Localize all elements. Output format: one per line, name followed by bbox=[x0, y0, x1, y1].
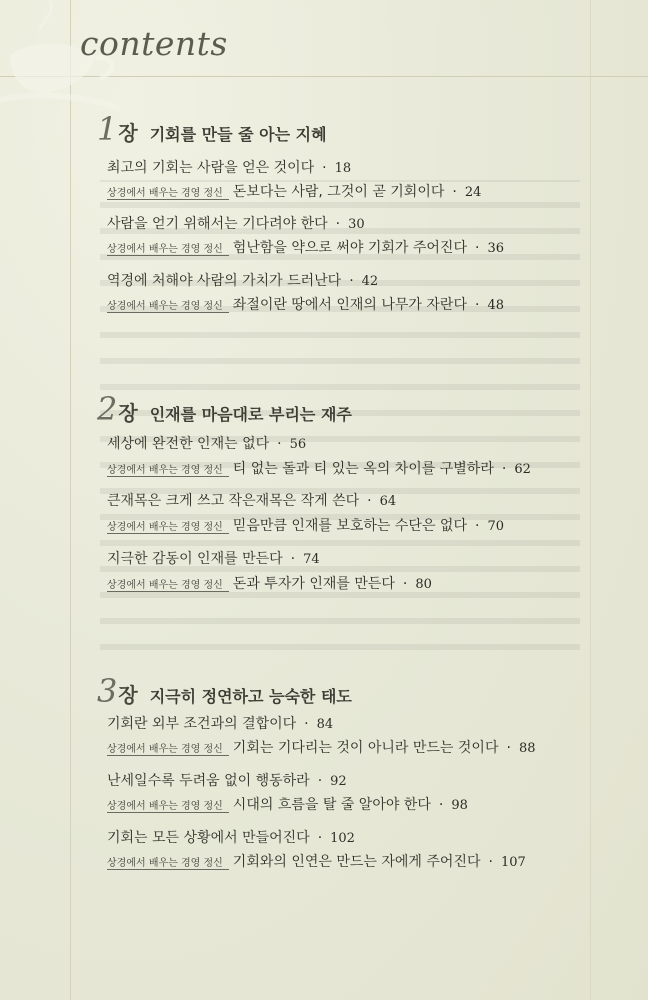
entry-separator: · bbox=[506, 740, 511, 756]
entry-page-number: 36 bbox=[487, 241, 504, 256]
toc-entry[interactable] bbox=[107, 433, 306, 453]
sub-entry-tag: 상경에서 배우는 경영 정신 bbox=[107, 576, 229, 592]
toc-sub-entry[interactable] bbox=[107, 794, 468, 814]
toc-sub-entry[interactable] bbox=[107, 515, 504, 535]
chapter-number: 2 bbox=[97, 390, 118, 428]
chapter-heading bbox=[97, 390, 352, 428]
chapter-suffix: 장 bbox=[118, 121, 138, 145]
toc-entry[interactable] bbox=[107, 548, 320, 568]
entry-page-number: 42 bbox=[361, 274, 379, 289]
right-margin-rule bbox=[590, 0, 591, 1000]
sub-entry-title: 티 없는 돌과 티 있는 옥의 차이를 구별하라 bbox=[232, 461, 494, 477]
chapter-number: 3 bbox=[97, 672, 118, 710]
sub-entry-tag: 상경에서 배우는 경영 정신 bbox=[107, 184, 229, 200]
entry-page-number: 98 bbox=[451, 798, 468, 813]
entry-separator: · bbox=[290, 551, 296, 567]
entry-page-number: 64 bbox=[379, 494, 397, 509]
entry-separator: · bbox=[317, 773, 323, 789]
chapter-heading bbox=[97, 110, 327, 148]
entry-page-number: 48 bbox=[487, 298, 504, 313]
toc-sub-entry[interactable] bbox=[107, 294, 504, 314]
page-title: contents bbox=[80, 24, 228, 63]
toc-sub-entry[interactable] bbox=[107, 737, 535, 757]
entry-title: 지극한 감동이 인재를 만든다 bbox=[107, 551, 283, 567]
entry-page-number: 107 bbox=[500, 855, 526, 870]
entry-separator: · bbox=[304, 716, 309, 732]
entry-page-number: 62 bbox=[514, 462, 531, 477]
chapter-number: 1 bbox=[97, 110, 118, 148]
entry-page-number: 102 bbox=[330, 831, 355, 846]
entry-page-number: 56 bbox=[289, 437, 307, 452]
toc-sub-entry[interactable] bbox=[107, 573, 432, 593]
entry-page-number: 80 bbox=[415, 577, 432, 592]
entry-separator: · bbox=[277, 436, 282, 452]
left-margin-rule bbox=[70, 0, 71, 1000]
sub-entry-title: 험난함을 약으로 써야 기회가 주어진다 bbox=[232, 240, 467, 256]
toc-entry[interactable] bbox=[107, 490, 396, 510]
toc-sub-entry[interactable] bbox=[107, 851, 526, 871]
sub-entry-tag: 상경에서 배우는 경영 정신 bbox=[107, 797, 229, 813]
chapter-title: 기회를 만들 줄 아는 지혜 bbox=[149, 125, 327, 144]
sub-entry-title: 좌절이란 땅에서 인재의 나무가 자란다 bbox=[232, 297, 467, 313]
sub-entry-tag: 상경에서 배우는 경영 정신 bbox=[107, 740, 229, 756]
entry-separator: · bbox=[488, 854, 493, 870]
entry-separator: · bbox=[349, 273, 354, 289]
sub-entry-title: 시대의 흐름을 탈 줄 알아야 한다 bbox=[232, 797, 431, 813]
entry-separator: · bbox=[452, 184, 457, 200]
toc-sub-entry[interactable] bbox=[107, 181, 481, 201]
entry-title: 최고의 기회는 사람을 얻은 것이다 bbox=[107, 160, 315, 176]
entry-page-number: 84 bbox=[316, 717, 334, 732]
sub-entry-title: 기회와의 인연은 만드는 자에게 주어진다 bbox=[232, 854, 481, 870]
entry-separator: · bbox=[367, 493, 372, 509]
entry-title: 난세일수록 두려움 없이 행동하라 bbox=[107, 773, 310, 789]
toc-entry[interactable] bbox=[107, 770, 347, 790]
entry-separator: · bbox=[322, 160, 327, 176]
chapter-suffix: 장 bbox=[118, 683, 138, 707]
entry-separator: · bbox=[474, 297, 480, 313]
entry-separator: · bbox=[501, 461, 507, 477]
entry-title: 기회란 외부 조건과의 결합이다 bbox=[107, 716, 297, 732]
sub-entry-tag: 상경에서 배우는 경영 정신 bbox=[107, 461, 229, 477]
entry-title: 큰재목은 크게 쓰고 작은재목은 작게 쓴다 bbox=[107, 493, 360, 509]
sub-entry-tag: 상경에서 배우는 경영 정신 bbox=[107, 854, 229, 870]
entry-title: 사람을 얻기 위해서는 기다려야 한다 bbox=[107, 216, 328, 232]
entry-separator: · bbox=[438, 797, 444, 813]
chapter-title: 지극히 정연하고 능숙한 태도 bbox=[149, 687, 352, 706]
entry-title: 기회는 모든 상황에서 만들어진다 bbox=[107, 830, 310, 846]
entry-page-number: 74 bbox=[303, 552, 320, 567]
sub-entry-tag: 상경에서 배우는 경영 정신 bbox=[107, 518, 229, 534]
entry-page-number: 24 bbox=[464, 185, 482, 200]
entry-title: 세상에 완전한 인재는 없다 bbox=[107, 436, 270, 452]
entry-page-number: 92 bbox=[330, 774, 347, 789]
sub-entry-title: 기회는 기다리는 것이 아니라 만드는 것이다 bbox=[232, 740, 499, 756]
toc-entry[interactable] bbox=[107, 157, 351, 177]
entry-separator: · bbox=[474, 240, 480, 256]
entry-page-number: 88 bbox=[518, 741, 536, 756]
toc-sub-entry[interactable] bbox=[107, 458, 531, 478]
chapter-title: 인재를 마음대로 부리는 재주 bbox=[149, 405, 352, 424]
entry-separator: · bbox=[335, 216, 341, 232]
toc-entry[interactable] bbox=[107, 713, 333, 733]
toc-entry[interactable] bbox=[107, 213, 365, 233]
sub-entry-title: 돈과 투자가 인재를 만든다 bbox=[232, 576, 395, 592]
sub-entry-tag: 상경에서 배우는 경영 정신 bbox=[107, 240, 229, 256]
entry-separator: · bbox=[402, 576, 408, 592]
entry-separator: · bbox=[474, 518, 480, 534]
chapter-heading bbox=[97, 672, 352, 710]
entry-page-number: 18 bbox=[334, 161, 352, 176]
toc-sub-entry[interactable] bbox=[107, 237, 504, 257]
entry-title: 역경에 처해야 사람의 가치가 드러난다 bbox=[107, 273, 342, 289]
entry-page-number: 70 bbox=[487, 519, 504, 534]
sub-entry-tag: 상경에서 배우는 경영 정신 bbox=[107, 297, 229, 313]
entry-page-number: 30 bbox=[348, 217, 365, 232]
sub-entry-title: 믿음만큼 인재를 보호하는 수단은 없다 bbox=[232, 518, 467, 534]
sub-entry-title: 돈보다는 사람, 그것이 곧 기회이다 bbox=[232, 184, 445, 200]
toc-entry[interactable] bbox=[107, 270, 378, 290]
chapter-suffix: 장 bbox=[118, 401, 138, 425]
entry-separator: · bbox=[317, 830, 323, 846]
toc-entry[interactable] bbox=[107, 827, 355, 847]
